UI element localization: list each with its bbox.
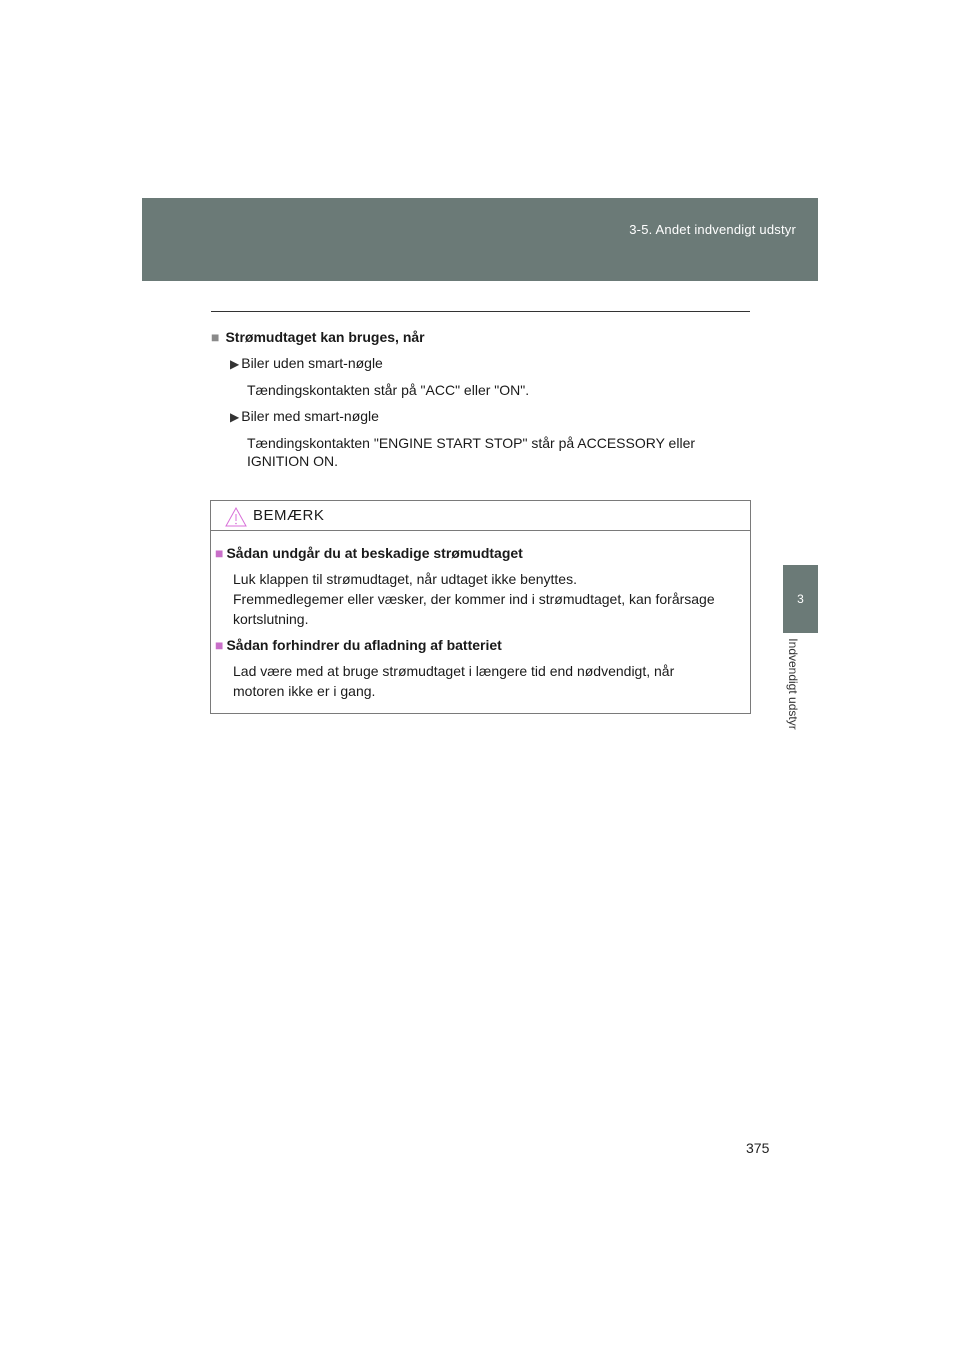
note-text-line: Lad være med at bruge strømudtaget i længere tid end nødvendigt, når [233,663,675,679]
chapter-side-label: Indvendigt udstyr [786,638,800,730]
case-text-line: Tændingskontakten "ENGINE START STOP" står på ACCESSORY eller [247,435,696,451]
square-bullet-icon: ■ [215,637,224,653]
note-section-text [233,569,743,629]
note-body [211,531,750,701]
note-section-heading [215,635,743,655]
note-text-line: Fremmedlegemer eller væsker, der kommer ind i strømudtaget, kan forårsage [233,591,715,607]
case-text [247,434,742,470]
note-title: BEMÆRK [253,507,325,524]
case-text-line: IGNITION ON. [247,453,338,469]
note-section-heading [215,543,743,563]
play-arrow-icon: ▶ [230,410,240,424]
header-band [142,198,818,281]
case-text: Tændingskontakten står på "ACC" eller "ON". [247,382,530,398]
info-heading: Strømudtaget kan bruges, når [225,329,425,345]
case-item [230,407,751,426]
chapter-tab[interactable] [783,565,818,633]
page-number: 375 [746,1140,770,1156]
note-heading-text: Sådan undgår du at beskadige strømudtaget [226,545,523,561]
case-label: Biler uden smart-nøgle [241,355,383,371]
section-title: 3-5. Andet indvendigt udstyr [629,222,796,237]
warning-triangle-icon [225,507,247,532]
case-label: Biler med smart-nøgle [241,408,379,424]
note-header [211,501,750,531]
chapter-number: 3 [797,592,804,606]
square-bullet-icon: ■ [215,545,224,561]
note-text-line: kortslutning. [233,611,309,627]
top-rule [211,311,750,312]
note-text-line: motoren ikke er i gang. [233,683,376,699]
info-heading-line [211,328,751,346]
note-section-text [233,661,743,701]
note-text-line: Luk klappen til strømudtaget, når udtaget ikke benyttes. [233,571,577,587]
square-bullet-icon: ■ [211,329,220,345]
case-item [230,354,751,373]
play-arrow-icon: ▶ [230,357,240,371]
note-box [210,500,751,714]
note-heading-text: Sådan forhindrer du afladning af batteriet [226,637,502,653]
info-block [211,328,751,470]
